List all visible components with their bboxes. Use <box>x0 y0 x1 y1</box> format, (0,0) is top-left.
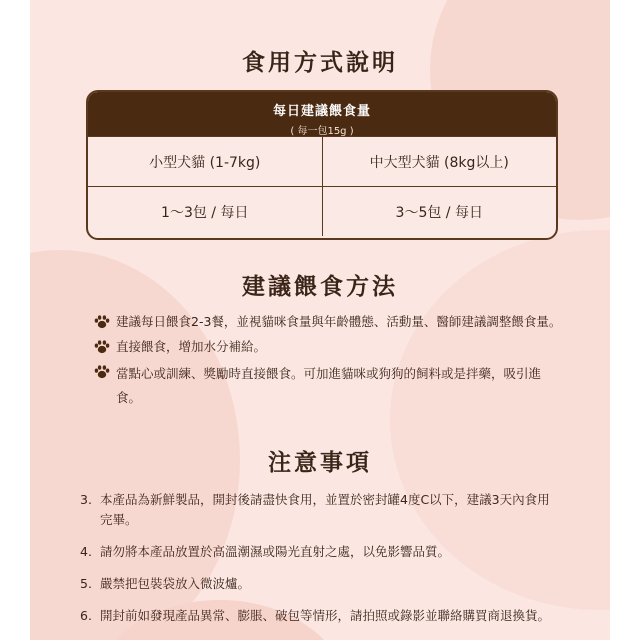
daily-feeding-table <box>86 90 558 240</box>
note-text: 嚴禁把包裝袋放入微波爐。 <box>100 576 251 591</box>
table-row-amounts <box>88 186 556 236</box>
list-item <box>80 606 560 626</box>
table-cell-small-amount: 1～3包 / 每日 <box>161 204 249 221</box>
list-item <box>94 337 564 357</box>
table-header-subtitle: ( 每一包15g ) <box>290 126 354 137</box>
list-item <box>80 490 560 530</box>
notice-title: 注意事項 <box>268 450 372 476</box>
note-text: 請勿將本產品放置於高溫潮濕或陽光直射之處，以免影響品質。 <box>100 544 451 559</box>
table-header <box>88 92 556 136</box>
method-text: 當點心或訓練、獎勵時直接餵食。可加進貓咪或狗狗的飼料或是拌藥，吸引進食。 <box>116 366 542 405</box>
list-item <box>94 312 564 332</box>
note-number: 6. <box>80 608 92 623</box>
table-cell-small: 小型犬貓 (1-7kg) <box>149 154 261 171</box>
list-item <box>94 362 564 410</box>
note-text: 開封前如發現產品異常、膨脹、破包等情形，請拍照或錄影並聯絡購買商退換貨。 <box>100 608 551 623</box>
paw-icon <box>94 315 110 329</box>
note-number: 5. <box>80 576 92 591</box>
method-text: 直接餵食，增加水分補給。 <box>116 339 267 354</box>
notice-list <box>80 490 560 638</box>
table-header-title: 每日建議餵食量 <box>272 104 371 119</box>
method-list <box>94 312 564 415</box>
table-row-sizes <box>88 136 556 186</box>
table-cell-large: 中大型犬貓 (8kg以上) <box>322 137 557 186</box>
list-item <box>80 542 560 562</box>
method-text: 建議每日餵食2-3餐，並視貓咪食量與年齡體態、活動量、醫師建議調整餵食量。 <box>116 314 562 329</box>
table-cell-large-amount: 3～5包 / 每日 <box>322 187 557 236</box>
note-number: 3. <box>80 492 92 507</box>
paw-icon <box>94 340 110 354</box>
note-text: 本產品為新鮮製品，開封後請盡快食用，並置於密封罐4度C以下，建議3天內食用完畢。 <box>100 492 550 527</box>
list-item <box>80 574 560 594</box>
note-number: 4. <box>80 544 92 559</box>
method-title: 建議餵食方法 <box>242 274 398 300</box>
paw-icon <box>94 365 110 379</box>
usage-title: 食用方式說明 <box>242 50 398 76</box>
